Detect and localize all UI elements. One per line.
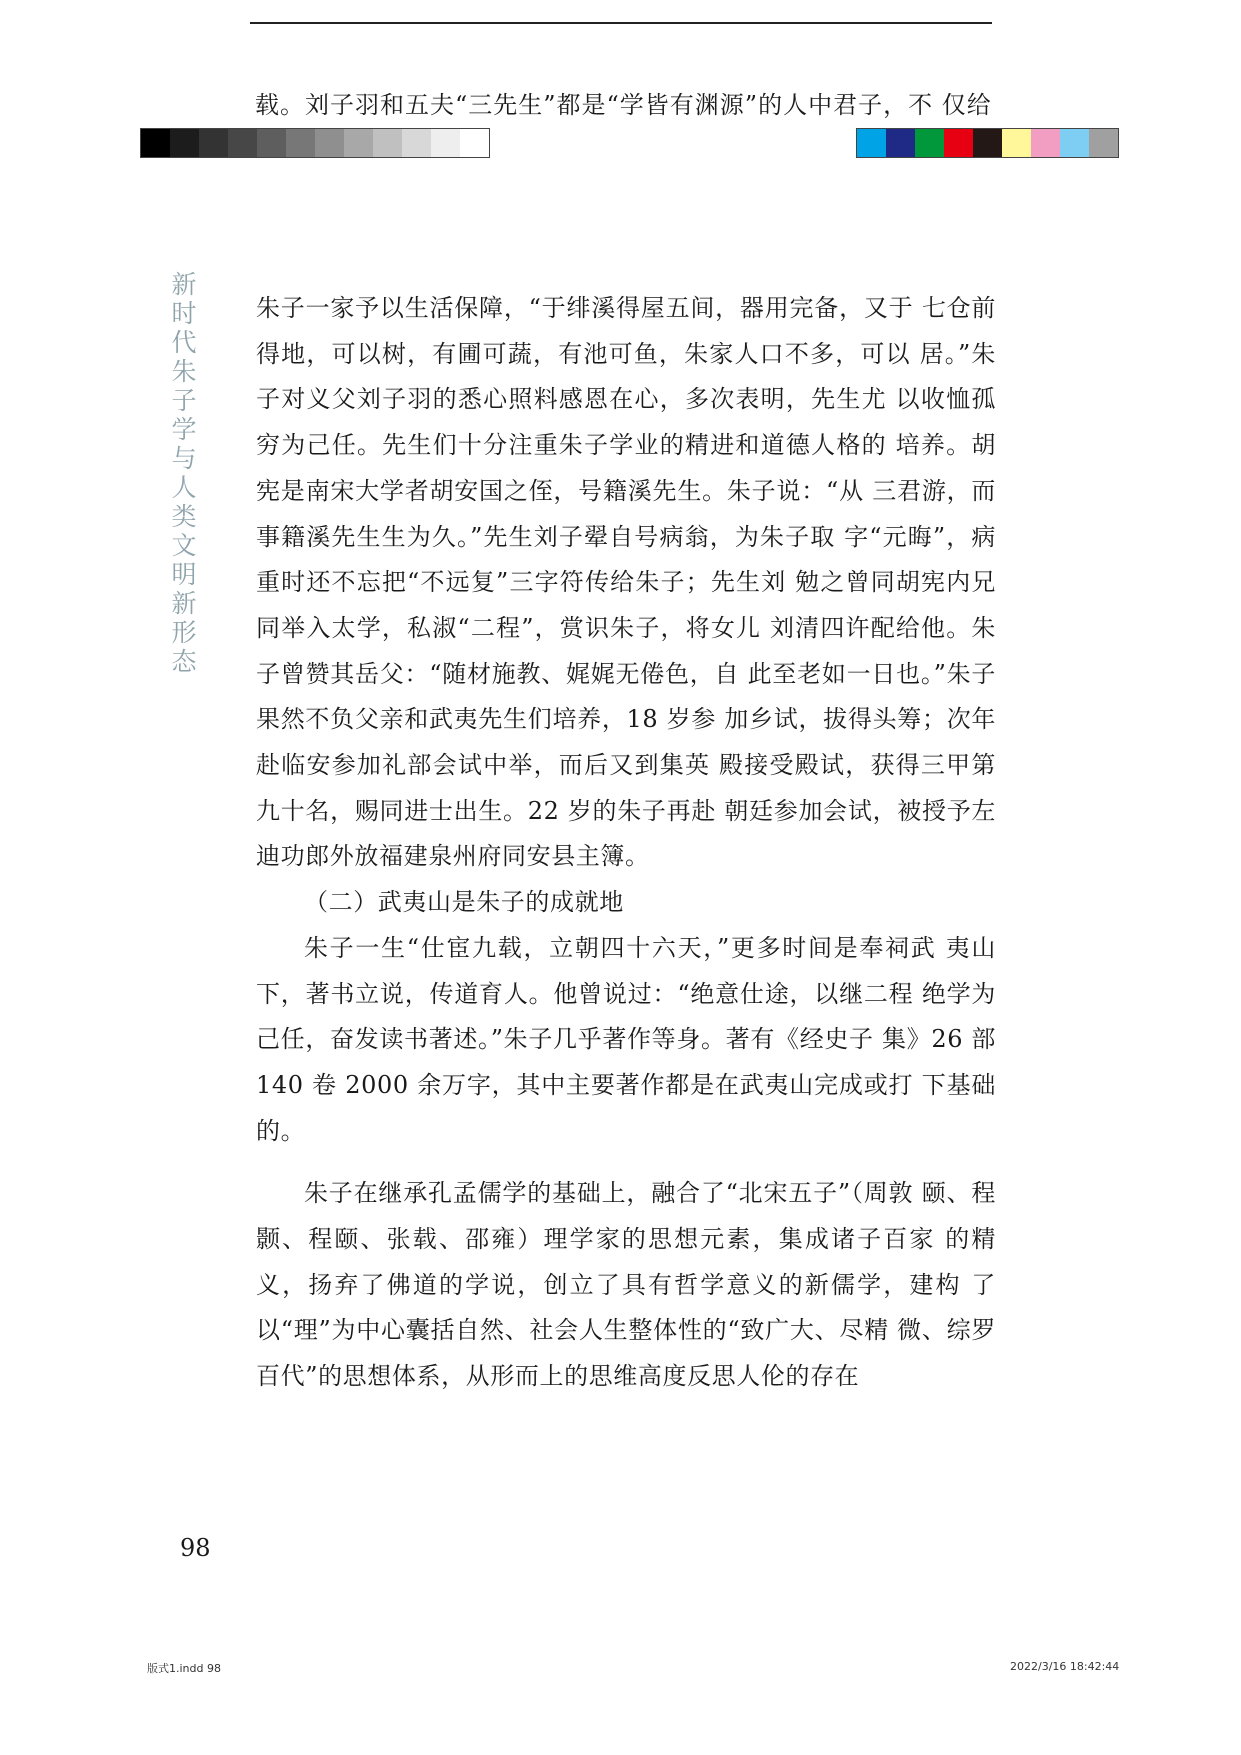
footer-timestamp: 2022/3/16 18:42:44 bbox=[1010, 1660, 1120, 1673]
color-calibration-bar bbox=[856, 128, 1119, 158]
color-swatch bbox=[944, 129, 973, 157]
color-swatch bbox=[857, 129, 886, 157]
color-swatch bbox=[973, 129, 1002, 157]
top-rule bbox=[250, 22, 992, 24]
color-swatch bbox=[1002, 129, 1031, 157]
color-swatch bbox=[886, 129, 915, 157]
paragraph-1: 朱子一家予以生活保障，“于绯溪得屋五间，器用完备，又于 七仓前得地，可以树，有圃可蔬，有池可鱼，朱家人口不多，可以 居。”朱子对义父刘子羽的悉心照料感恩在心，多次表明，先生尤 以收恤孤穷为己任。先生们十分注重朱子学业的精进和道德人格的 培养。胡宪是南宋大学者胡安国之侄，号籍溪先生。朱子说：“从 三君游，而事籍溪先生生为久。”先生刘子翚自号病翁，为朱子取 字“元晦”，病重时还不忘把“不远复”三字符传给朱子；先生刘 勉之曾同胡宪内兄同举入太学，私淑“二程”，赏识朱子，将女儿 刘清四许配给他。朱子曾赞其岳父：“随材施教、娓娓无倦色，自 此至老如一日也。”朱子果然不负父亲和武夷先生们培养，18 岁参 加乡试，拔得头筹；次年赴临安参加礼部会试中举，而后又到集英 殿接受殿试，获得三甲第九十名，赐同进士出生。22 岁的朱子再赴 朝廷参加会试，被授予左迪功郎外放福建泉州府同安县主簿。 bbox=[256, 294, 996, 871]
body-text bbox=[256, 286, 996, 1400]
color-swatch bbox=[1031, 129, 1060, 157]
gray-swatch bbox=[344, 129, 373, 157]
gray-swatch bbox=[286, 129, 315, 157]
gray-swatch bbox=[460, 129, 489, 157]
footer-file-info: 版式1.indd 98 bbox=[147, 1662, 221, 1675]
color-swatch bbox=[1060, 129, 1089, 157]
gray-swatch bbox=[228, 129, 257, 157]
gray-swatch bbox=[431, 129, 460, 157]
gray-swatch bbox=[373, 129, 402, 157]
page-number: 98 bbox=[180, 1534, 211, 1562]
top-continuation-line: 载。刘子羽和五夫“三先生”都是“学皆有渊源”的人中君子，不 仅给 bbox=[255, 91, 992, 119]
gray-swatch bbox=[199, 129, 228, 157]
grayscale-calibration-bar bbox=[140, 128, 490, 158]
color-swatch bbox=[915, 129, 944, 157]
paragraph-3: 朱子在继承孔孟儒学的基础上，融合了“北宋五子”（周敦 颐、程颢、程颐、张载、邵雍）理学家的思想元素，集成诸子百家 的精义，扬弃了佛道的学说，创立了具有哲学意义的新儒学，建构 了以“理”为中心囊括自然、社会人生整体性的“致广大、尽精 微、综罗百代”的思想体系，从形而上的思维高度反思人伦的存在 bbox=[256, 1179, 996, 1391]
section-heading: （二）武夷山是朱子的成就地 bbox=[304, 888, 624, 917]
running-title-vertical: 新时代朱子学与人类文明新形态 bbox=[171, 270, 197, 676]
gray-swatch bbox=[141, 129, 170, 157]
gray-swatch bbox=[257, 129, 286, 157]
gray-swatch bbox=[170, 129, 199, 157]
color-swatch bbox=[1089, 129, 1118, 157]
gray-swatch bbox=[315, 129, 344, 157]
gray-swatch bbox=[402, 129, 431, 157]
paragraph-2: 朱子一生“仕宦九载，立朝四十六天，”更多时间是奉祠武 夷山下，著书立说，传道育人。他曾说过：“绝意仕途，以继二程 绝学为己任，奋发读书著述。”朱子几乎著作等身。著有《经史子 集》26 部 140 卷 2000 余万字，其中主要著作都是在武夷山完成或打 下基础的。 bbox=[256, 933, 996, 1145]
